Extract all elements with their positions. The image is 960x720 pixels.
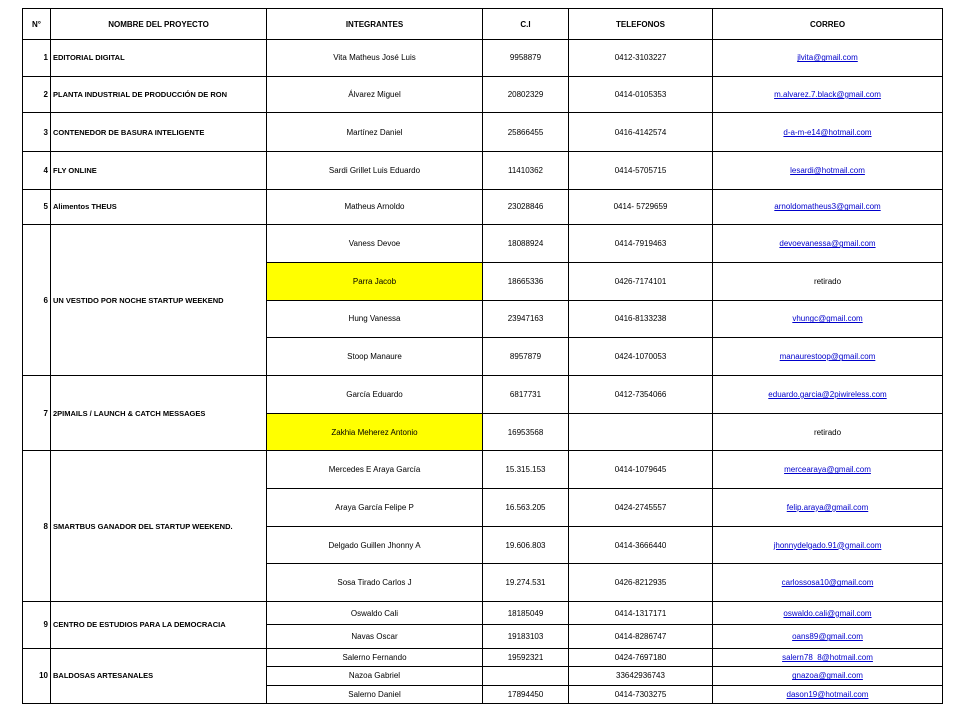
member-email-link[interactable]: vhungc@gmail.com	[792, 314, 863, 324]
member-email-cell	[713, 300, 943, 338]
member-name: Sosa Tirado Carlos J	[267, 564, 483, 602]
member-phone	[569, 413, 713, 451]
project-name: SMARTBUS GANADOR DEL STARTUP WEEKEND.	[51, 451, 267, 602]
project-number: 9	[23, 602, 51, 649]
table-row	[23, 648, 943, 666]
project-number: 6	[23, 225, 51, 376]
member-ci: 25866455	[483, 113, 569, 152]
project-name: EDITORIAL DIGITAL	[51, 40, 267, 77]
project-number: 2	[23, 76, 51, 113]
member-name: Vaness Devoe	[267, 225, 483, 263]
member-phone: 0412-3103227	[569, 40, 713, 77]
member-phone: 0414-7919463	[569, 225, 713, 263]
table-row	[23, 451, 943, 489]
member-email-link[interactable]: eduardo.garcia@2piwireless.com	[768, 389, 887, 399]
member-phone: 0424-1070053	[569, 338, 713, 376]
member-email-link[interactable]: oans89@gmail.com	[792, 632, 863, 642]
member-status: retirado	[713, 262, 943, 300]
member-email-link[interactable]: jhonnydelgado.91@gmail.com	[773, 540, 882, 550]
member-name: Álvarez Miguel	[267, 76, 483, 113]
member-name: Salerno Daniel	[267, 685, 483, 703]
member-phone: 0412-7354066	[569, 376, 713, 414]
member-name: Matheus Arnoldo	[267, 189, 483, 225]
member-email-cell	[713, 152, 943, 190]
project-number: 5	[23, 189, 51, 225]
member-phone: 0416-8133238	[569, 300, 713, 338]
member-email-cell	[713, 526, 943, 564]
member-phone: 33642936743	[569, 667, 713, 685]
member-phone: 0414-8286747	[569, 625, 713, 648]
member-phone: 0414- 5729659	[569, 189, 713, 225]
project-name: CONTENEDOR DE BASURA INTELIGENTE	[51, 113, 267, 152]
member-name: Hung Vanessa	[267, 300, 483, 338]
member-email-cell	[713, 602, 943, 625]
table-row	[23, 602, 943, 625]
member-email-link[interactable]: dason19@hotmail.com	[786, 689, 869, 699]
member-ci: 15.315.153	[483, 451, 569, 489]
header-ci: C.I	[483, 9, 569, 40]
member-name: Delgado Guillen Jhonny A	[267, 526, 483, 564]
member-ci: 19.274.531	[483, 564, 569, 602]
member-name: Navas Oscar	[267, 625, 483, 648]
project-number: 8	[23, 451, 51, 602]
table-row	[23, 376, 943, 414]
member-name: Salerno Fernando	[267, 648, 483, 666]
header-num: N°	[23, 9, 51, 40]
member-email-cell	[713, 625, 943, 648]
member-ci: 18185049	[483, 602, 569, 625]
project-number: 1	[23, 40, 51, 77]
member-email-cell	[713, 685, 943, 703]
member-ci: 16.563.205	[483, 489, 569, 527]
projects-table	[22, 8, 943, 704]
member-phone: 0414-1317171	[569, 602, 713, 625]
project-name: 2PIMAILS / LAUNCH & CATCH MESSAGES	[51, 376, 267, 451]
member-email-cell	[713, 338, 943, 376]
member-name: Sardi Grillet Luis Eduardo	[267, 152, 483, 190]
member-email-link[interactable]: arnoldomatheus3@gmail.com	[774, 202, 881, 212]
member-ci: 9958879	[483, 40, 569, 77]
member-name: Parra Jacob	[267, 262, 483, 300]
project-number: 3	[23, 113, 51, 152]
member-email-cell	[713, 113, 943, 152]
member-email-cell	[713, 667, 943, 685]
member-name: Mercedes E Araya García	[267, 451, 483, 489]
member-email-cell	[713, 648, 943, 666]
member-email-cell	[713, 564, 943, 602]
member-phone: 0414-5705715	[569, 152, 713, 190]
member-email-link[interactable]: salern78_8@hotmail.com	[782, 653, 873, 663]
member-email-link[interactable]: oswaldo.cali@gmail.com	[783, 608, 872, 618]
member-email-link[interactable]: m.alvarez.7.black@gmail.com	[774, 89, 881, 99]
member-ci: 23028846	[483, 189, 569, 225]
member-email-link[interactable]: devoevanessa@gmail.com	[779, 239, 876, 249]
table-row	[23, 76, 943, 113]
member-ci: 11410362	[483, 152, 569, 190]
project-number: 10	[23, 648, 51, 703]
project-name: UN VESTIDO POR NOCHE STARTUP WEEKEND	[51, 225, 267, 376]
member-email-cell	[713, 225, 943, 263]
member-name: Vita Matheus José Luis	[267, 40, 483, 77]
member-email-cell	[713, 489, 943, 527]
member-phone: 0414-7303275	[569, 685, 713, 703]
member-ci: 20802329	[483, 76, 569, 113]
member-phone: 0426-7174101	[569, 262, 713, 300]
member-email-link[interactable]: felip.araya@gmail.com	[786, 502, 869, 512]
member-name: García Eduardo	[267, 376, 483, 414]
member-email-cell	[713, 376, 943, 414]
header-row	[23, 9, 943, 40]
header-members: INTEGRANTES	[267, 9, 483, 40]
member-ci: 16953568	[483, 413, 569, 451]
project-name: CENTRO DE ESTUDIOS PARA LA DEMOCRACIA	[51, 602, 267, 649]
member-email-link[interactable]: carlossosa10@gmail.com	[781, 578, 874, 588]
header-email: CORREO	[713, 9, 943, 40]
member-email-link[interactable]: gnazoa@gmail.com	[792, 671, 863, 681]
member-phone: 0414-1079645	[569, 451, 713, 489]
member-email-link[interactable]: manaurestoop@gmail.com	[779, 352, 876, 362]
member-email-cell	[713, 40, 943, 77]
member-email-link[interactable]: d-a-m-e14@hotmail.com	[783, 127, 872, 137]
project-name: PLANTA INDUSTRIAL DE PRODUCCIÓN DE RON	[51, 76, 267, 113]
member-ci: 18665336	[483, 262, 569, 300]
member-ci: 18088924	[483, 225, 569, 263]
member-email-cell	[713, 76, 943, 113]
member-phone: 0414-0105353	[569, 76, 713, 113]
project-name: Alimentos THEUS	[51, 189, 267, 225]
member-phone: 0424-2745557	[569, 489, 713, 527]
member-email-link[interactable]: mercearaya@gmail.com	[784, 465, 871, 475]
member-phone: 0416-4142574	[569, 113, 713, 152]
member-name: Nazoa Gabriel	[267, 667, 483, 685]
member-phone: 0424-7697180	[569, 648, 713, 666]
table-row	[23, 40, 943, 77]
member-email-link[interactable]: lesardi@hotmail.com	[790, 165, 865, 175]
table-row	[23, 152, 943, 190]
table-row	[23, 225, 943, 263]
table-row	[23, 189, 943, 225]
member-ci: 23947163	[483, 300, 569, 338]
member-email-cell	[713, 451, 943, 489]
member-ci: 8957879	[483, 338, 569, 376]
member-phone: 0426-8212935	[569, 564, 713, 602]
member-ci: 19592321	[483, 648, 569, 666]
member-name: Martínez Daniel	[267, 113, 483, 152]
member-status: retirado	[713, 413, 943, 451]
project-name: BALDOSAS ARTESANALES	[51, 648, 267, 703]
member-name: Araya García Felipe P	[267, 489, 483, 527]
member-name: Oswaldo Cali	[267, 602, 483, 625]
member-email-link[interactable]: jlvita@gmail.com	[797, 53, 858, 63]
project-name: FLY ONLINE	[51, 152, 267, 190]
table-row	[23, 113, 943, 152]
project-number: 4	[23, 152, 51, 190]
member-email-cell	[713, 189, 943, 225]
member-ci: 19.606.803	[483, 526, 569, 564]
header-phones: TELEFONOS	[569, 9, 713, 40]
member-ci: 6817731	[483, 376, 569, 414]
member-phone: 0414-3666440	[569, 526, 713, 564]
member-name: Zakhia Meherez Antonio	[267, 413, 483, 451]
member-ci: 17894450	[483, 685, 569, 703]
member-name: Stoop Manaure	[267, 338, 483, 376]
project-number: 7	[23, 376, 51, 451]
header-project: NOMBRE DEL PROYECTO	[51, 9, 267, 40]
member-ci	[483, 667, 569, 685]
member-ci: 19183103	[483, 625, 569, 648]
